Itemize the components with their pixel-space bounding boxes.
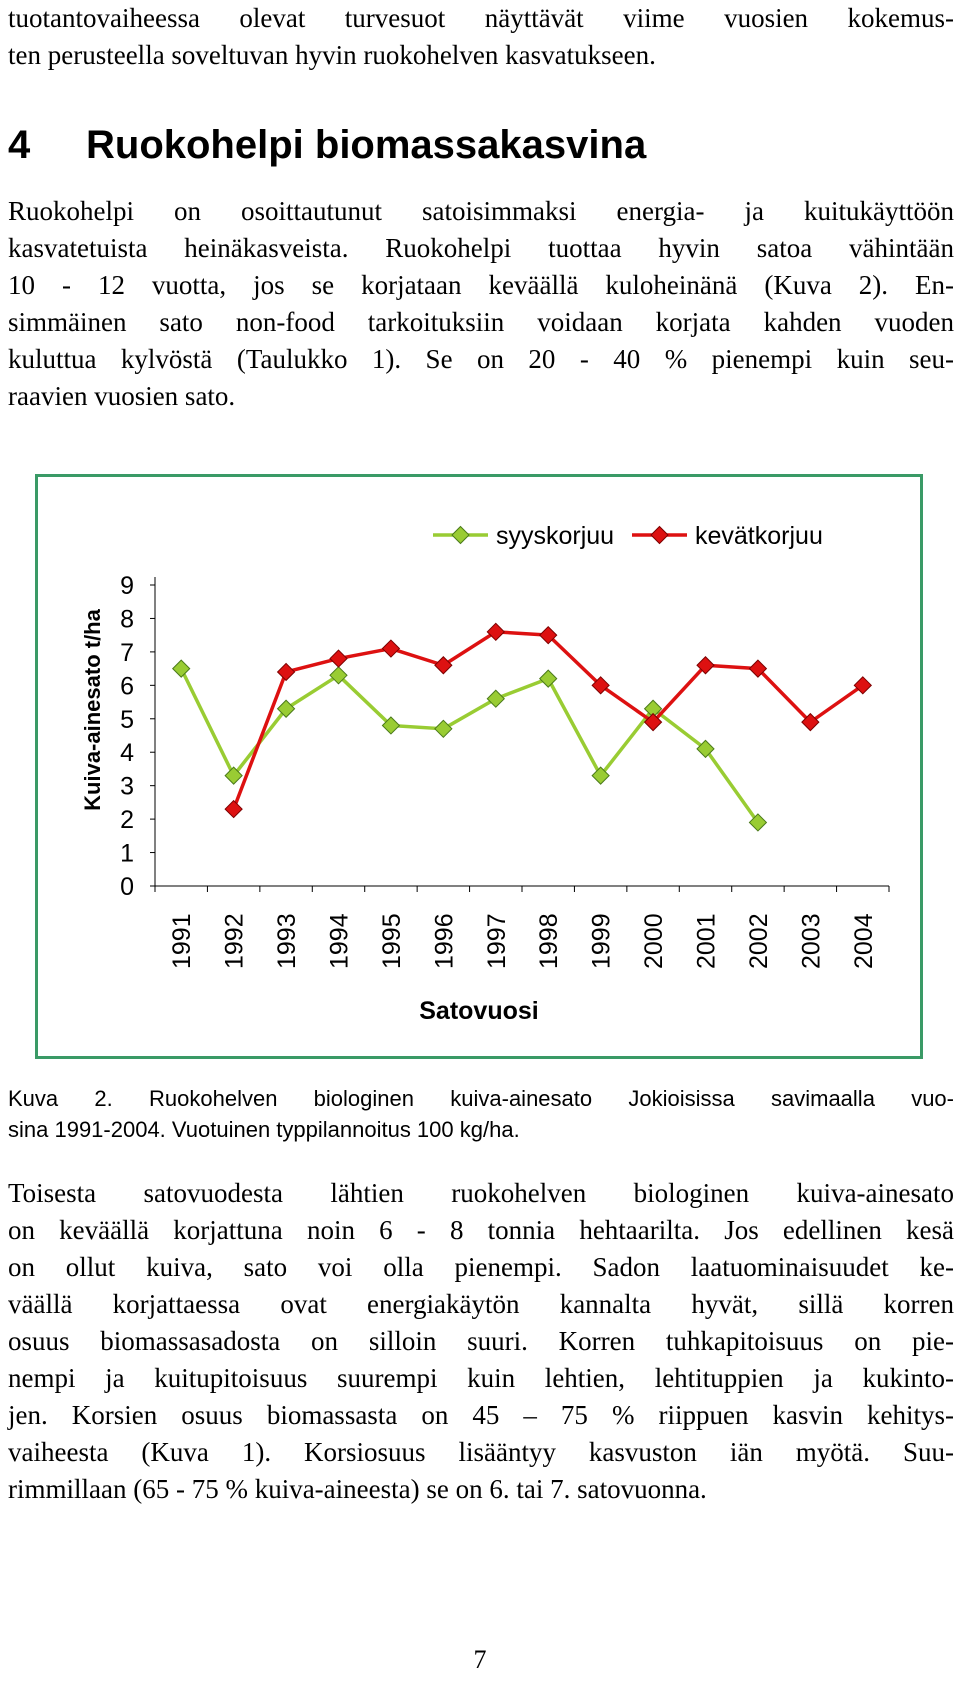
y-tick-label: 7 [120,638,134,667]
paragraph-line: jen. Korsien osuus biomassasta on 45 – 75 % riippuen kasvin kehitys- [8,1400,954,1430]
y-tick-label: 0 [120,873,134,901]
legend-marker-syyskorjuu [452,527,469,544]
yield-line-chart [38,477,920,1056]
legend-marker-kevatkorjuu [651,527,668,544]
paragraph-line: kasvatetuista heinäkasveista. Ruokohelpi tuottaa hyvin satoa vähintään [8,233,954,263]
data-point-kevatkorjuu [225,801,242,818]
figure-chart-frame [35,474,923,1059]
series-line-syyskorjuu [181,669,758,823]
data-point-syyskorjuu [435,720,452,737]
y-tick-label: 1 [120,839,134,868]
data-point-kevatkorjuu [435,657,452,674]
paragraph-line: on ollut kuiva, sato voi olla pienempi. Sadon laatuominaisuudet ke- [8,1252,954,1282]
x-tick-label: 1999 [587,913,616,969]
paragraph-line: raavien vuosien sato. [8,381,236,411]
x-tick-label: 2001 [692,913,721,969]
x-tick-label: 1991 [168,913,197,969]
y-tick-label: 4 [120,739,134,768]
paragraph-line: 10 - 12 vuotta, jos se korjataan keväällä kuloheinänä (Kuva 2). En- [8,270,954,300]
caption-line: sina 1991-2004. Vuotuinen typpilannoitus 100 kg/ha. [8,1117,520,1142]
paragraph-line: kuluttua kylvöstä (Taulukko 1). Se on 20 - 40 % pienempi kuin seu- [8,344,954,374]
paragraph-line: väällä korjattaessa ovat energiakäytön kannalta hyvät, sillä korren [8,1289,954,1319]
paragraph-line: on keväällä korjattuna noin 6 - 8 tonnia hehtaarilta. Jos edellinen kesä [8,1215,954,1245]
legend-label-kevatkorjuu: kevätkorjuu [695,522,823,550]
y-tick-label: 9 [120,572,134,600]
paragraph-line: nempi ja kuitupitoisuus suurempi kuin lehtien, lehtituppien ja kukinto- [8,1363,954,1393]
x-tick-label: 1995 [377,913,406,969]
x-tick-label: 1993 [273,913,302,969]
page-number: 7 [473,1645,487,1674]
paragraph-line: Toisesta satovuodesta lähtien ruokohelven biologinen kuiva-ainesato [8,1178,954,1208]
section-heading [8,120,646,170]
paragraph-line: vaiheesta (Kuva 1). Korsiosuus lisääntyy kasvuston iän myötä. Suu- [8,1437,954,1467]
data-point-kevatkorjuu [278,663,295,680]
intro-line: ten perusteella soveltuvan hyvin ruokohelven kasvatukseen. [8,40,656,70]
data-point-syyskorjuu [173,660,190,677]
data-point-kevatkorjuu [330,650,347,667]
paragraph-line: rimmillaan (65 - 75 % kuiva-aineesta) se on 6. tai 7. satovuonna. [8,1474,707,1504]
x-axis-title: Satovuosi [419,997,539,1025]
x-tick-label: 2004 [849,913,878,969]
data-point-syyskorjuu [540,670,557,687]
paragraph-1 [8,193,954,415]
x-tick-label: 2000 [640,913,669,969]
intro-line: tuotantovaiheessa olevat turvesuot näyttävät viime vuosien kokemus- [8,3,954,33]
y-tick-label: 8 [120,605,134,634]
y-tick-label: 5 [120,705,134,734]
intro-paragraph [8,0,954,74]
data-point-kevatkorjuu [487,623,504,640]
section-title: Ruokohelpi biomassakasvina [86,123,647,167]
y-tick-label: 2 [120,806,134,835]
y-tick-label: 3 [120,772,134,801]
legend-label-syyskorjuu: syyskorjuu [496,522,615,550]
paragraph-2 [8,1175,954,1508]
data-point-kevatkorjuu [382,640,399,657]
paragraph-line: simmäinen sato non-food tarkoituksiin voidaan korjata kahden vuoden [8,307,954,337]
x-tick-label: 2003 [797,913,826,969]
series-line-kevatkorjuu [234,632,863,809]
figure-caption [8,1083,954,1145]
paragraph-line: Ruokohelpi on osoittautunut satoisimmaksi energia- ja kuitukäyttöön [8,196,954,226]
paragraph-line: osuus biomassasadosta on silloin suuri. Korren tuhkapitoisuus on pie- [8,1326,954,1356]
caption-line: Kuva 2. Ruokohelven biologinen kuiva-ainesato Jokioisissa savimaalla vuo- [8,1086,954,1111]
x-tick-label: 1997 [482,913,511,969]
x-tick-label: 1996 [430,913,459,969]
x-tick-label: 1998 [535,913,564,969]
y-axis-title: Kuiva-ainesato t/ha [80,609,105,811]
section-number: 4 [8,123,31,167]
y-tick-label: 6 [120,672,134,701]
data-point-syyskorjuu [487,690,504,707]
x-tick-label: 1994 [325,913,354,969]
x-tick-label: 1992 [220,913,249,969]
x-tick-label: 2002 [744,913,773,969]
